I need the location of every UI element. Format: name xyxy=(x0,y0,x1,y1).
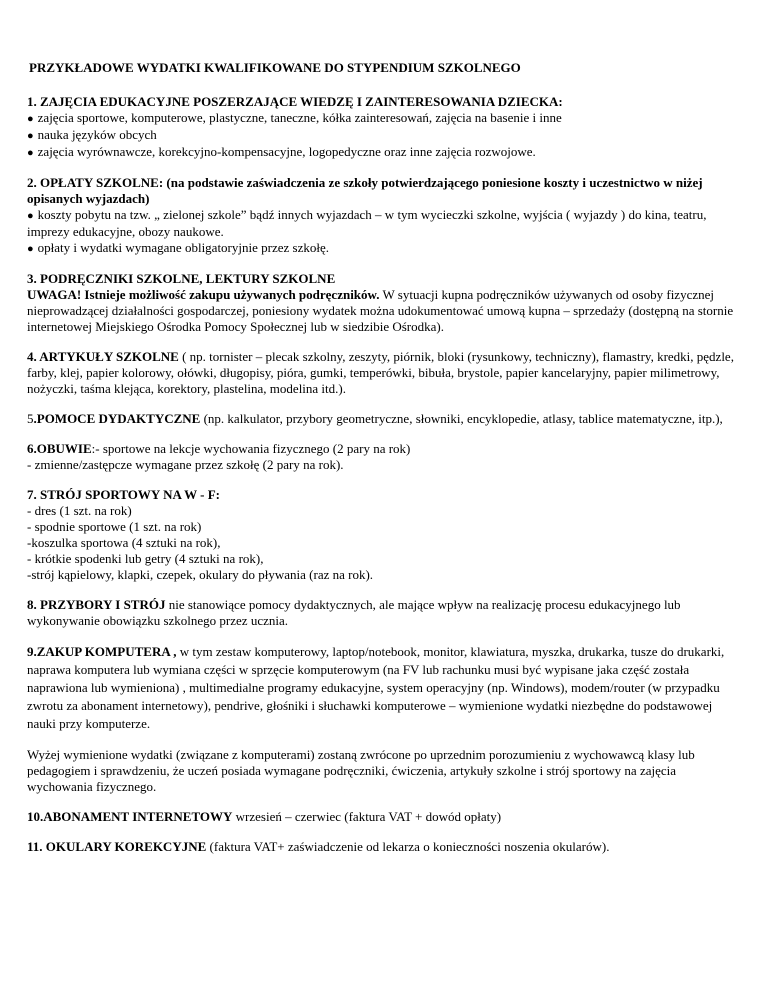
section-1-item: ● nauka języków obcych xyxy=(27,127,744,144)
section-1 xyxy=(27,94,744,161)
section-10-body xyxy=(27,809,744,825)
section-5-body xyxy=(27,411,744,427)
section-9-heading: 9.ZAKUP KOMPUTERA , xyxy=(27,644,177,659)
section-7-heading: 7. STRÓJ SPORTOWY NA W - F: xyxy=(27,487,221,502)
section-1-item: ● zajęcia wyrównawcze, korekcyjno-kompensacyjne, logopedyczne oraz inne zajęcia rozwojowe. xyxy=(27,144,744,161)
section-5 xyxy=(27,411,744,427)
section-10-text: wrzesień – czerwiec (faktura VAT + dowód opłaty) xyxy=(232,809,502,824)
section-3-heading: 3. PODRĘCZNIKI SZKOLNE, LEKTURY SZKOLNE xyxy=(27,271,336,286)
document-title: PRZYKŁADOWE WYDATKI KWALIFIKOWANE DO STYPENDIUM SZKOLNEGO xyxy=(29,60,521,75)
section-7-line: - krótkie spodenki lub getry (4 sztuki na rok), xyxy=(27,551,264,566)
section-7 xyxy=(27,487,744,583)
section-9-body xyxy=(27,643,744,733)
section-2-item: ● opłaty i wydatki wymagane obligatoryjnie przez szkołę. xyxy=(27,240,744,257)
section-6-heading: 6.OBUWIE xyxy=(27,441,92,456)
section-4-heading: 4. ARTYKUŁY SZKOLNE xyxy=(27,349,179,364)
section-6 xyxy=(27,441,744,473)
section-6-text: :- sportowe na lekcje wychowania fizycznego (2 pary na rok) xyxy=(91,441,411,456)
section-11-body xyxy=(27,839,744,855)
computer-expenses-note xyxy=(27,747,744,795)
section-7-line: - spodnie sportowe (1 szt. na rok) xyxy=(27,519,202,534)
section-7-line: -koszulka sportowa (4 sztuki na rok), xyxy=(27,535,221,550)
section-4-body xyxy=(27,349,744,397)
section-11 xyxy=(27,839,744,855)
section-4-text: ( np. tornister – plecak szkolny, zeszyty, piórnik, bloki (rysunkowy, techniczny), flamastry, kredki, pędzle, farby, klej, papier kolorowy, ołówki, długopisy, pióra, gumki, temperówki, bibuła, brystole, papier kancelaryjny, papier milimetrowy, nożyczki, taśma klejąca, korektory, plastelina, modelina itd.). xyxy=(27,349,734,396)
section-3 xyxy=(27,271,744,335)
section-8-body xyxy=(27,597,744,629)
section-9 xyxy=(27,643,744,733)
section-11-heading: 11. OKULARY KOREKCYJNE xyxy=(27,839,207,854)
section-3-warning: UWAGA! Istnieje możliwość zakupu używanych podręczników. xyxy=(27,287,380,302)
section-3-body xyxy=(27,287,744,335)
section-8-text: nie stanowiące pomocy dydaktycznych, ale mające wpływ na realizację procesu edukacyjnego lub wykonywanie obowiązku szkolnego przez ucznia. xyxy=(27,597,681,628)
section-11-text: (faktura VAT+ zaświadczenie od lekarza o konieczności noszenia okularów). xyxy=(206,839,610,854)
section-3-text: W sytuacji kupna podręczników używanych od osoby fizycznej nieprowadzącej działalności gospodarczej, poniesiony wydatek można udokumentować umową kupna – sprzedaży (dostępną na stornie internetowej Miejskiego Ośrodka Pomocy Społecznej lub w siedzibie Ośrodka). xyxy=(27,287,734,334)
section-7-line: - dres (1 szt. na rok) xyxy=(27,503,132,518)
section-10-heading: 10.ABONAMENT INTERNETOWY xyxy=(27,809,233,824)
section-8 xyxy=(27,597,744,629)
section-6-line: - zmienne/zastępcze wymagane przez szkołę (2 pary na rok). xyxy=(27,457,344,472)
section-10 xyxy=(27,809,744,825)
section-7-line: -strój kąpielowy, klapki, czepek, okulary do pływania (raz na rok). xyxy=(27,567,374,582)
section-2 xyxy=(27,175,744,257)
note-text: Wyżej wymienione wydatki (związane z komputerami) zostaną zwrócone po uprzednim porozumieniu z wychowawcą klasy lub pedagogiem i sprawdzeniu, że uczeń posiada wymagane podręczniki, ćwiczenia, artykuły szkolne i strój sportowy na zajęcia wychowania fizycznego. xyxy=(27,747,695,794)
section-4 xyxy=(27,349,744,397)
section-1-item: ● zajęcia sportowe, komputerowe, plastyczne, taneczne, kółka zainteresowań, zajęcia na basenie i inne xyxy=(27,110,744,127)
section-2-heading: 2. OPŁATY SZKOLNE: (na podstawie zaświadczenia ze szkoły potwierdzającego poniesione koszty i uczestnictwo w niżej opisanych wyjazdach) xyxy=(27,175,703,206)
section-2-item: ● koszty pobytu na tzw. „ zielonej szkole” bądź innych wyjazdach – w tym wycieczki szkolne, wyjścia ( wyjazdy ) do kina, teatru, imprezy edukacyjne, obozy naukowe. xyxy=(27,207,744,240)
section-5-text: (np. kalkulator, przybory geometryczne, słowniki, encyklopedie, atlasy, tablice matematyczne, itp.), xyxy=(200,411,723,426)
section-8-heading: 8. PRZYBORY I STRÓJ xyxy=(27,597,166,612)
section-9-text: w tym zestaw komputerowy, laptop/notebook, monitor, klawiatura, myszka, drukarka, tusze do drukarki, naprawa komputera lub wymiana części w sprzęcie komputerowym (na FV lub rachunku musi być wypisane jaka część została naprawiona lub wymieniona) , multimedialne programy edukacyjne, system operacyjny (np. Windows), modem/router (w przypadku zwrotu za abonament internetowy), pendrive, głośniki i słuchawki komputerowe – wymienione wydatki niezbędne do podstawowej nauki przy komputerze. xyxy=(27,644,725,731)
section-1-heading: 1. ZAJĘCIA EDUKACYJNE POSZERZAJĄCE WIEDZĘ I ZAINTERESOWANIA DZIECKA: xyxy=(27,94,563,109)
section-6-line xyxy=(27,441,744,457)
section-5-number: 5 xyxy=(27,411,34,426)
section-5-heading: .POMOCE DYDAKTYCZNE xyxy=(33,411,201,426)
